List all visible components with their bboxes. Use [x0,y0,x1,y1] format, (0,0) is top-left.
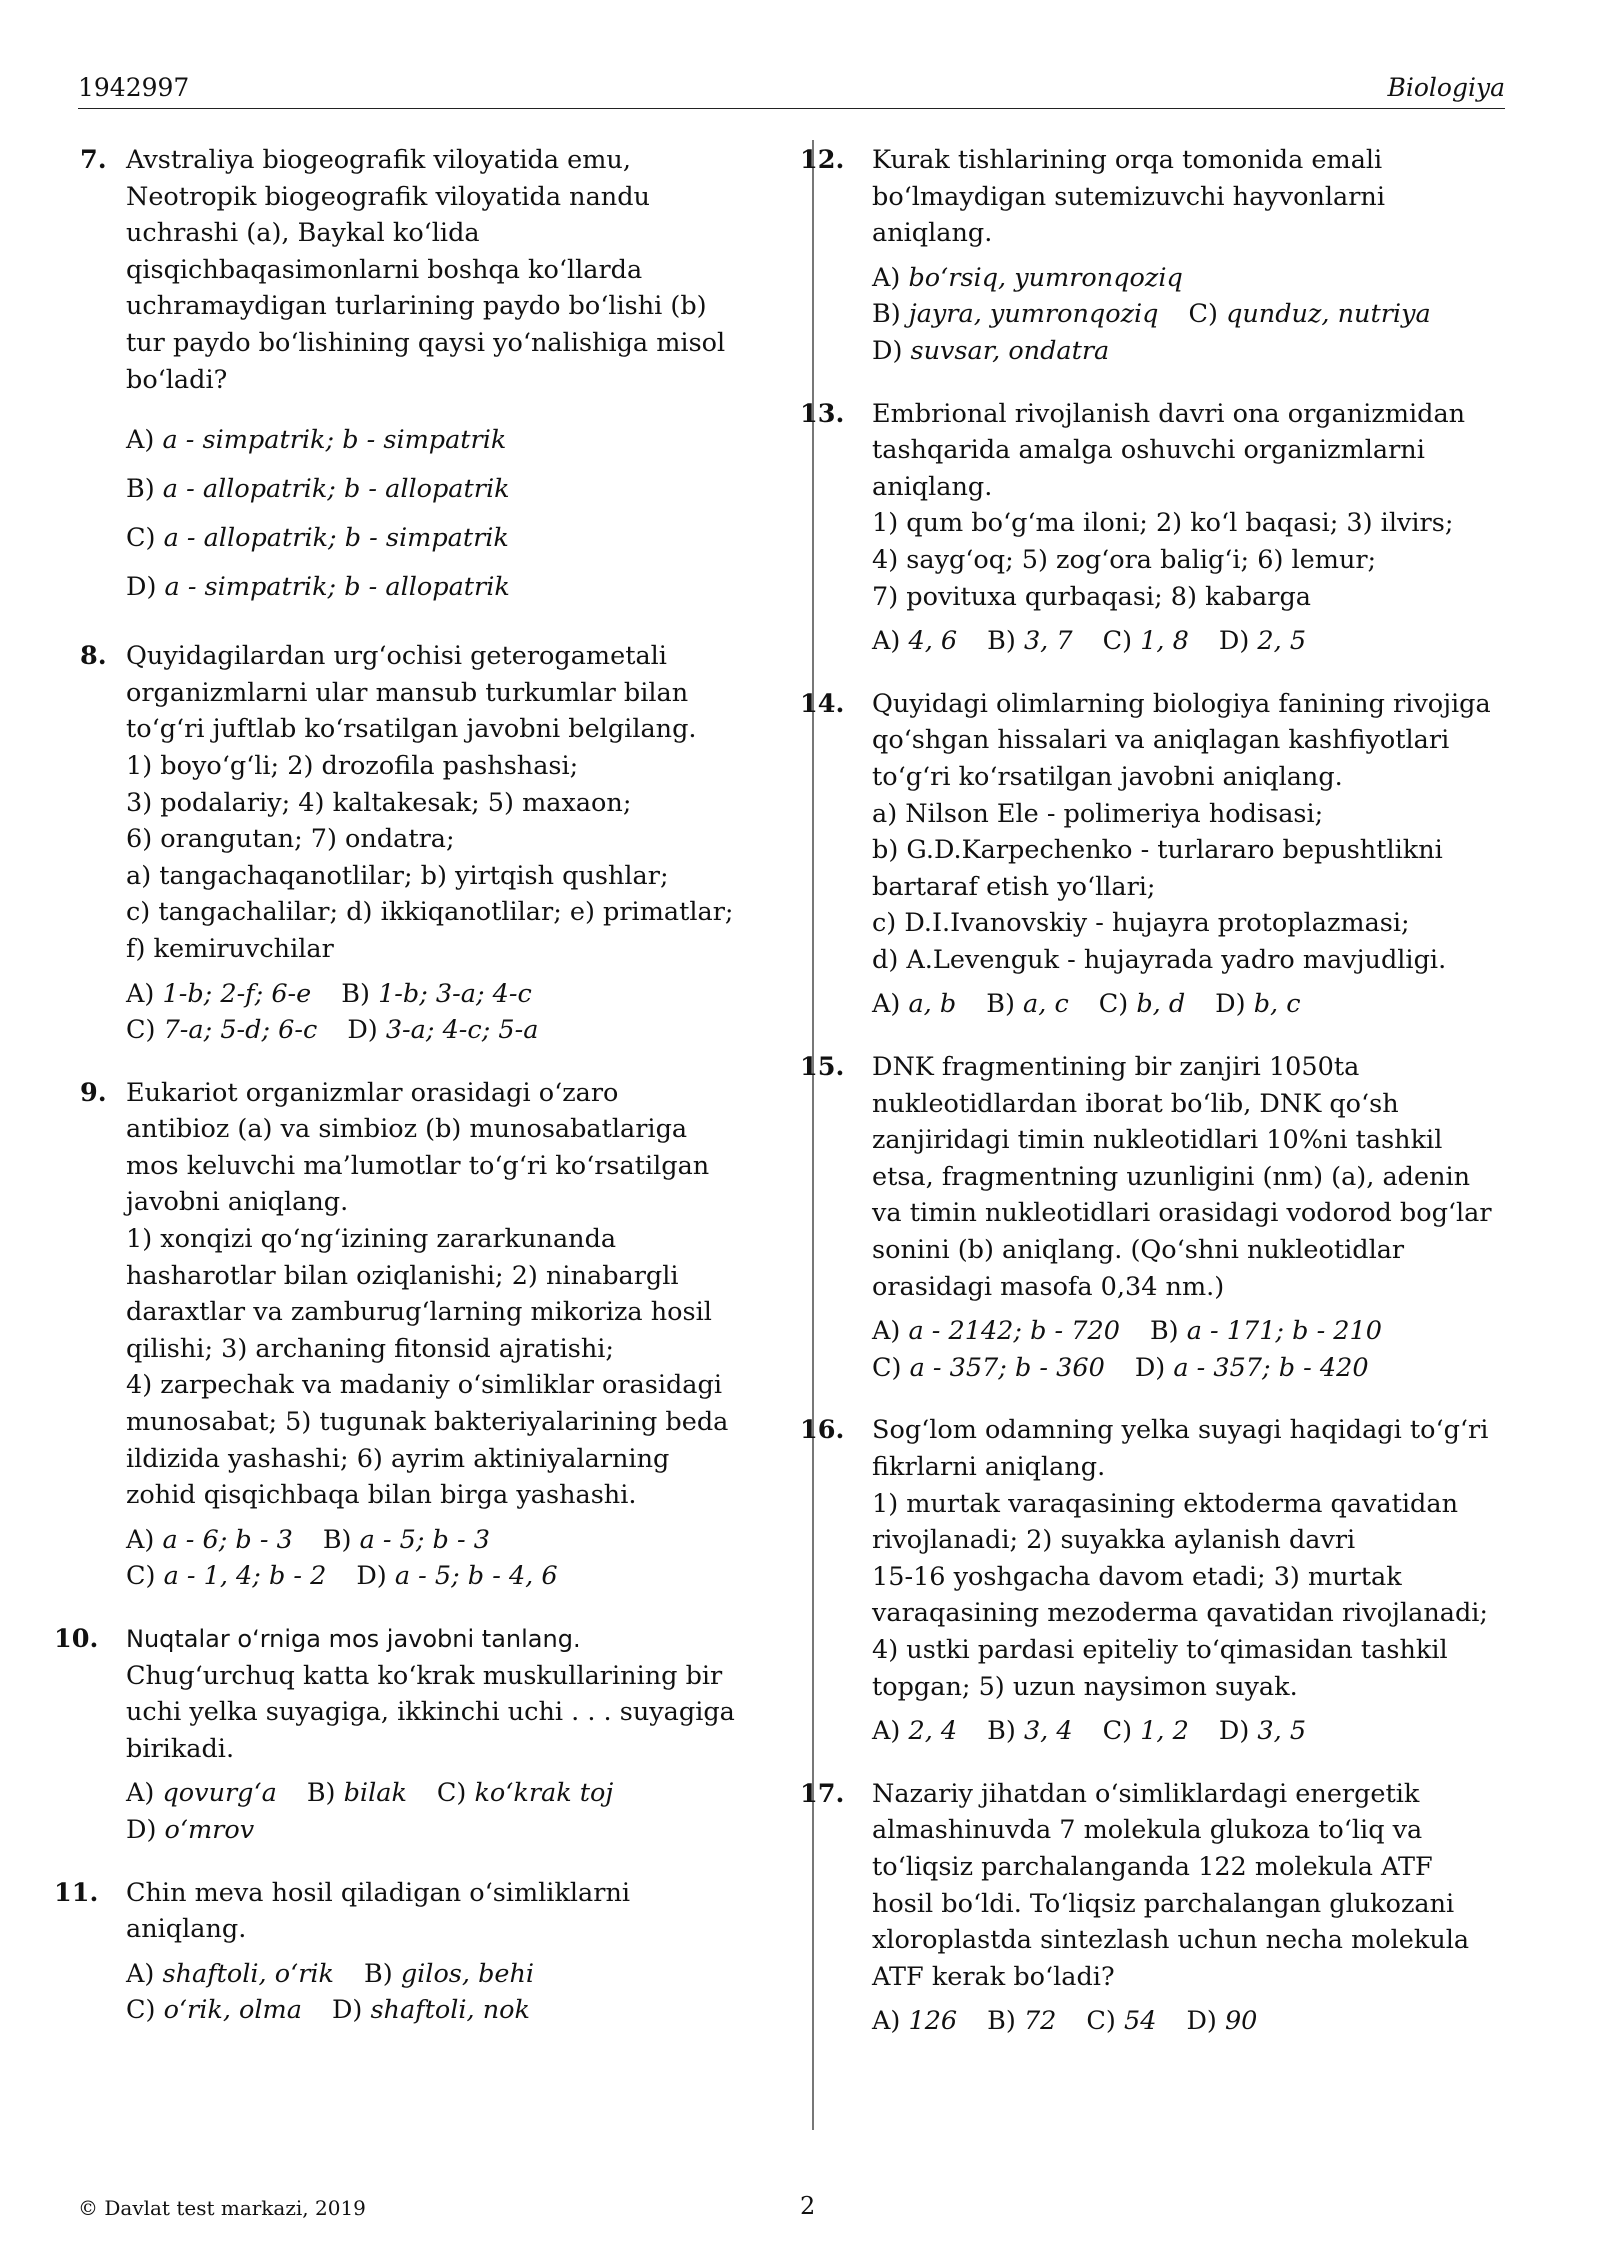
question-line: 4) sayg‘oq; 5) zog‘ora balig‘i; 6) lemur; [872,544,1377,575]
option-value: 4, 6 [908,626,958,657]
answer-option [872,1313,1120,1350]
answer-option [1103,1713,1189,1750]
question-line: bartaraf etish yo‘llari; [872,871,1156,902]
option-letter: A) [126,425,155,456]
question-line: xloroplastda sintezlash uchun necha molekula [872,1925,1470,1956]
question-line: javobni aniqlang. [126,1187,349,1218]
option-letter: B) [987,2006,1016,2037]
answer-options [872,1713,1526,1750]
answer-option [1219,1713,1306,1750]
option-value: b, c [1253,989,1301,1020]
option-letter: B) [364,1958,393,1989]
answer-options [872,623,1526,660]
question-line: almashinuvda 7 molekula glukoza to‘liq va [872,1815,1423,1846]
answer-option [126,1012,317,1049]
options-row [126,1812,780,1849]
question-line: fikrlarni aniqlang. [872,1452,1106,1482]
question-text [126,1075,780,1514]
question-line: birikadi. [126,1733,235,1764]
option-letter: B) [987,626,1016,657]
question-number: 10. [54,1624,99,1654]
question-line: varaqasining mezoderma qavatidan rivojlanadi; [872,1598,1489,1629]
option-value: o‘rik, olma [163,1995,302,2026]
answer-option [323,1522,490,1559]
question-14 [800,686,1526,1023]
options-row [872,1350,1526,1387]
option-value: 1, 8 [1140,626,1189,657]
question-line: 4) zarpechak va madaniy o‘simliklar orasidagi [126,1370,722,1401]
question-number: 9. [80,1077,107,1108]
question-line: qo‘shgan hissalari va aniqlagan kashfiyotlari [872,725,1450,756]
question-line: Chin meva hosil qiladigan o‘simliklarni [126,1877,631,1908]
option-value: 3, 4 [1023,1716,1073,1747]
question-line: tashqarida amalga oshuvchi organizmlarni [872,435,1425,466]
question-number: 11. [54,1877,99,1908]
option-letter: A) [872,989,901,1020]
option-value: 3, 5 [1257,1716,1307,1747]
option-value: jayra, yumronqoziq [908,299,1159,330]
option-value: 2, 5 [1257,626,1307,657]
question-line: uchi yelka suyagiga, ikkinchi uchi . . . suyagiga [126,1697,735,1728]
option-letter: B) [322,1524,352,1555]
option-letter: B) [126,474,155,505]
question-16 [800,1412,1526,1749]
question-line: antibioz (a) va simbioz (b) munosabatlariga [126,1114,688,1145]
option-value: 1-b; 3-a; 4-c [378,978,532,1009]
option-letter: A) [872,2006,901,2037]
answer-options [872,260,1526,370]
option-letter: A) [872,626,901,657]
option-letter: C) [1086,2006,1116,2037]
answer-options [872,1313,1526,1386]
question-line: Sog‘lom odamning yelka suyagi haqidagi to‘g‘ri [872,1415,1489,1446]
question-line: f) kemiruvchilar [126,933,334,964]
option-value: a - 171; b - 210 [1186,1316,1382,1347]
answer-options [126,1956,780,2029]
question-number: 13. [800,398,845,429]
option-value: a, b [908,989,957,1020]
question-line: Neotropik biogeografik viloyatida nandu [126,181,650,212]
question-line: munosabat; 5) tugunak bakteriyalarining beda [126,1407,729,1438]
question-line: ATF kerak bo‘ladi? [872,1961,1115,1992]
option-value: b, d [1136,989,1186,1020]
options-row [126,1522,780,1559]
question-line: orasidagi masofa 0,34 nm.) [872,1271,1225,1302]
question-line: Quyidagilardan urg‘ochisi geterogametali [126,641,667,672]
option-value: shaftoli, o‘rik [162,1958,335,1989]
question-line: d) A.Levenguk - hujayrada yadro mavjudligi. [872,944,1447,975]
question-line: 1) qum bo‘g‘ma iloni; 2) ko‘l baqasi; 3) ilvirs; [872,508,1454,539]
question-line: etsa, fragmentning uzunligini (nm) (a), adenin [872,1161,1471,1192]
options-row [126,416,780,465]
question-line: ildizida yashashi; 6) ayrim aktiniyalarning [126,1443,670,1474]
option-value: 7-a; 5-d; 6-c [163,1015,318,1046]
answer-option [872,2003,957,2040]
question-15 [800,1049,1526,1386]
question-line: Eukariot organizmlar orasidagi o‘zaro [126,1077,619,1108]
option-value: a - simpatrik; b - simpatrik [162,425,507,456]
question-line: 15-16 yoshgacha davom etadi; 3) murtak [872,1561,1402,1592]
option-letter: A) [126,1524,155,1555]
question-text [872,142,1526,252]
option-letter: D) [1186,2006,1217,2037]
option-letter: C) [126,1561,156,1592]
question-number: 15. [800,1052,845,1083]
option-letter: B) [872,299,901,330]
option-letter: D) [126,572,157,603]
option-value: ko‘krak toj [474,1778,614,1809]
question-line: uchramaydigan turlarining paydo bo‘lishi (b) [126,291,707,322]
options-row [872,986,1526,1023]
question-text [872,396,1526,616]
question-number: 7. [80,145,107,175]
left-column [54,142,780,2055]
answer-options [126,416,780,612]
question-line: c) tangachalilar; d) ikkiqanotlilar; e) primatlar; [126,897,734,928]
option-value: o‘mrov [164,1814,255,1845]
option-letter: B) [306,1778,336,1809]
question-line: uchrashi (a), Baykal ko‘lida [126,218,480,249]
question-line: a) tangachaqanotlilar; b) yirtqish qushlar; [126,860,669,891]
question-line: 1) boyo‘g‘li; 2) drozofila pashshasi; [126,750,579,781]
answer-option [126,1812,254,1849]
option-letter: B) [987,1716,1016,1747]
question-number: 12. [800,145,845,175]
question-text [872,1776,1526,1996]
question-line: a) Nilson Ele - polimeriya hodisasi; [872,798,1324,829]
answer-option [307,1775,407,1812]
option-letter: C) [436,1778,467,1809]
question-line: to‘g‘ri ko‘rsatilgan javobni aniqlang. [872,761,1343,792]
options-row [872,333,1526,370]
question-line: daraxtlar va zamburug‘larning mikoriza hosil [126,1297,712,1328]
option-letter: D) [331,1995,363,2026]
question-line: Nazariy jihatdan o‘simliklardagi energetik [872,1778,1420,1809]
question-7 [80,142,780,612]
options-row [126,514,780,563]
option-letter: B) [1149,1316,1179,1347]
answer-option [1186,2003,1257,2040]
question-8 [80,638,780,1049]
options-row [872,1313,1526,1350]
subject-title: Biologiya [1387,73,1505,102]
question-line: aniqlang. [872,218,993,249]
option-letter: D) [872,335,903,366]
question-text [126,1875,780,1948]
answer-option [872,333,1109,370]
question-line: Nuqtalar o‘rniga mos javobni tanlang. [126,1625,581,1653]
answer-option [1099,986,1185,1023]
option-value: a - 357; b - 420 [1173,1352,1369,1383]
answer-option [126,563,510,612]
option-value: a - 1, 4; b - 2 [163,1561,327,1592]
question-line: nukleotidlardan iborat bo‘lib, DNK qo‘sh [872,1088,1399,1119]
question-text [126,142,780,398]
option-letter: D) [1134,1352,1166,1383]
question-line: Avstraliya biogeografik viloyatida emu, [126,145,631,175]
question-number: 16. [800,1415,845,1446]
options-row [872,2003,1526,2040]
option-letter: B) [986,989,1015,1020]
option-letter: D) [1215,989,1246,1020]
option-letter: A) [126,1958,155,1989]
options-row [126,976,780,1013]
question-line: hosil bo‘ldi. To‘liqsiz parchalangan glukozani [872,1888,1455,1919]
option-value: gilos, behi [400,1958,535,1989]
option-value: 126 [908,2006,958,2037]
answer-option [1188,296,1430,333]
question-text [872,1412,1526,1705]
question-line: to‘g‘ri juftlab ko‘rsatilgan javobni belgilang. [126,714,697,745]
option-letter: D) [347,1015,378,1046]
answer-options [126,1775,780,1848]
answer-option [126,1775,277,1812]
option-letter: A) [126,1778,155,1809]
question-line: qilishi; 3) archaning fitonsid ajratishi; [126,1333,615,1364]
answer-option [872,260,1183,297]
option-value: 72 [1023,2006,1057,2037]
answer-option [987,1713,1072,1750]
options-row [872,260,1526,297]
option-value: 2, 4 [908,1716,958,1747]
test-code: 1942997 [78,73,190,102]
answer-option [126,1522,293,1559]
answer-option [872,986,956,1023]
page-number: 2 [800,2192,816,2220]
option-letter: D) [356,1561,387,1592]
question-line: hasharotlar bilan oziqlanishi; 2) ninabargli [126,1260,679,1291]
option-value: 1-b; 2-f; 6-e [162,978,312,1009]
answer-option [126,1992,302,2029]
question-9 [80,1075,780,1595]
answer-options [126,1522,780,1595]
question-line: mos keluvchi ma’lumotlar to‘g‘ri ko‘rsatilgan [126,1150,710,1181]
option-letter: C) [126,1015,156,1046]
answer-option [347,1012,538,1049]
option-letter: A) [872,1316,901,1347]
option-value: 1, 2 [1140,1716,1189,1747]
options-row [126,1956,780,1993]
option-letter: C) [1098,989,1129,1020]
option-value: a - 5; b - 3 [359,1524,490,1555]
question-line: to‘liqsiz parchalanganda 122 molekula ATF [872,1851,1433,1882]
answer-option [986,986,1069,1023]
option-letter: C) [1102,1716,1133,1747]
answer-option [126,1558,326,1595]
question-line: zohid qisqichbaqa bilan birga yashashi. [126,1480,637,1511]
question-number: 17. [800,1778,845,1809]
answer-option [126,976,311,1013]
option-letter: C) [1188,299,1218,330]
question-line: tur paydo bo‘lishining qaysi yo‘nalishiga misol [126,327,726,358]
question-10 [54,1621,780,1849]
question-text [126,1621,780,1767]
option-value: 90 [1224,2006,1258,2037]
options-row [126,465,780,514]
answer-options [872,986,1526,1023]
question-line: organizmlarni ular mansub turkumlar bilan [126,677,689,708]
question-text [872,1049,1526,1305]
question-line: aniqlang. [872,471,993,502]
answer-option [872,623,957,660]
answer-option [126,465,510,514]
option-value: a - simpatrik; b - allopatrik [164,572,510,603]
options-row [126,1775,780,1812]
question-line: 4) ustki pardasi epiteliy to‘qimasidan tashkil [872,1634,1448,1665]
option-value: a - allopatrik; b - simpatrik [163,523,509,554]
option-letter: A) [126,978,155,1009]
answer-options [126,976,780,1049]
question-13 [800,396,1526,660]
question-line: 3) podalariy; 4) kaltakesak; 5) maxaon; [126,787,632,818]
answer-option [126,514,509,563]
answer-option [1215,986,1300,1023]
option-value: a - allopatrik; b - allopatrik [162,474,510,505]
question-line: qisqichbaqasimonlarni boshqa ko‘llarda [126,254,643,285]
question-line: 6) orangutan; 7) ondatra; [126,824,455,855]
answer-option [872,1713,957,1750]
page-header [78,62,1505,109]
question-line: 1) xonqizi qo‘ng‘izining zararkunanda [126,1224,617,1255]
option-letter: C) [1102,626,1133,657]
options-row [126,1012,780,1049]
answer-option [126,1956,334,1993]
option-letter: C) [126,523,156,554]
answer-option [872,1350,1105,1387]
question-11 [54,1875,780,2029]
option-value: qunduz, nutriya [1226,299,1431,330]
question-text [872,686,1526,979]
option-letter: B) [341,978,370,1009]
answer-option [341,976,532,1013]
right-column [800,142,1526,2066]
answer-option [126,416,506,465]
options-row [872,623,1526,660]
option-value: bilak [343,1778,407,1809]
footer-copyright: © Davlat test markazi, 2019 [78,2196,366,2220]
option-letter: D) [1218,626,1250,657]
options-row [872,296,1526,333]
question-17 [800,1776,1526,2040]
question-number: 8. [80,641,107,672]
option-letter: D) [1218,1716,1250,1747]
answer-option [1219,623,1306,660]
question-12 [800,142,1526,370]
answer-option [1103,623,1189,660]
answer-option [437,1775,613,1812]
question-line: 1) murtak varaqasining ektoderma qavatidan [872,1488,1459,1519]
option-letter: C) [872,1352,902,1383]
question-line: topgan; 5) uzun naysimon suyak. [872,1671,1298,1702]
answer-option [1135,1350,1369,1387]
options-row [872,1713,1526,1750]
option-value: 54 [1123,2006,1157,2037]
option-value: qovurg‘a [162,1778,277,1809]
question-line: Kurak tishlarining orqa tomonida emali [872,145,1383,175]
question-text [126,638,780,967]
option-value: a - 357; b - 360 [909,1352,1105,1383]
option-letter: D) [126,1814,157,1845]
option-value: 3-a; 4-c; 5-a [385,1015,539,1046]
question-line: Embrional rivojlanish davri ona organizmidan [872,398,1466,429]
question-line: Chug‘urchuq katta ko‘krak muskullarining bir [126,1660,723,1691]
question-line: bo‘lmaydigan sutemizuvchi hayvonlarni [872,181,1386,212]
question-line: zanjiridagi timin nukleotidlari 10%ni tashkil [872,1125,1443,1156]
options-row [126,563,780,612]
options-row [126,1558,780,1595]
question-line: va timin nukleotidlari orasidagi vodorod bog‘lar [872,1198,1492,1229]
question-line: b) G.D.Karpechenko - turlararo bepushtlikni [872,835,1443,866]
option-value: a, c [1023,989,1069,1020]
question-line: c) D.I.Ivanovskiy - hujayra protoplazmasi; [872,908,1410,939]
option-value: shaftoli, nok [370,1995,530,2026]
question-line: sonini (b) aniqlang. (Qo‘shni nukleotidlar [872,1235,1405,1266]
answer-option [356,1558,557,1595]
question-line: bo‘ladi? [126,364,228,395]
column-divider [812,140,814,2130]
option-value: a - 6; b - 3 [162,1524,293,1555]
question-line: rivojlanadi; 2) suyakka aylanish davri [872,1525,1356,1556]
option-letter: A) [872,1716,901,1747]
option-letter: A) [872,262,901,293]
answer-option [1150,1313,1382,1350]
answer-options [872,2003,1526,2040]
option-value: a - 5; b - 4, 6 [394,1561,558,1592]
option-value: 3, 7 [1023,626,1073,657]
option-value: bo‘rsiq, yumronqoziq [908,262,1183,293]
option-letter: C) [126,1995,156,2026]
option-value: suvsar, ondatra [910,335,1110,366]
question-line: DNK fragmentining bir zanjiri 1050ta [872,1052,1360,1083]
option-value: a - 2142; b - 720 [908,1316,1120,1347]
question-line: aniqlang. [126,1914,247,1945]
options-row [126,1992,780,2029]
answer-option [332,1992,530,2029]
answer-option [987,2003,1056,2040]
question-line: Quyidagi olimlarning biologiya fanining rivojiga [872,688,1491,719]
answer-option [987,623,1072,660]
question-number: 14. [800,688,845,719]
answer-option [364,1956,534,1993]
answer-option [872,296,1158,333]
question-line: 7) povituxa qurbaqasi; 8) kabarga [872,581,1311,612]
answer-option [1086,2003,1156,2040]
